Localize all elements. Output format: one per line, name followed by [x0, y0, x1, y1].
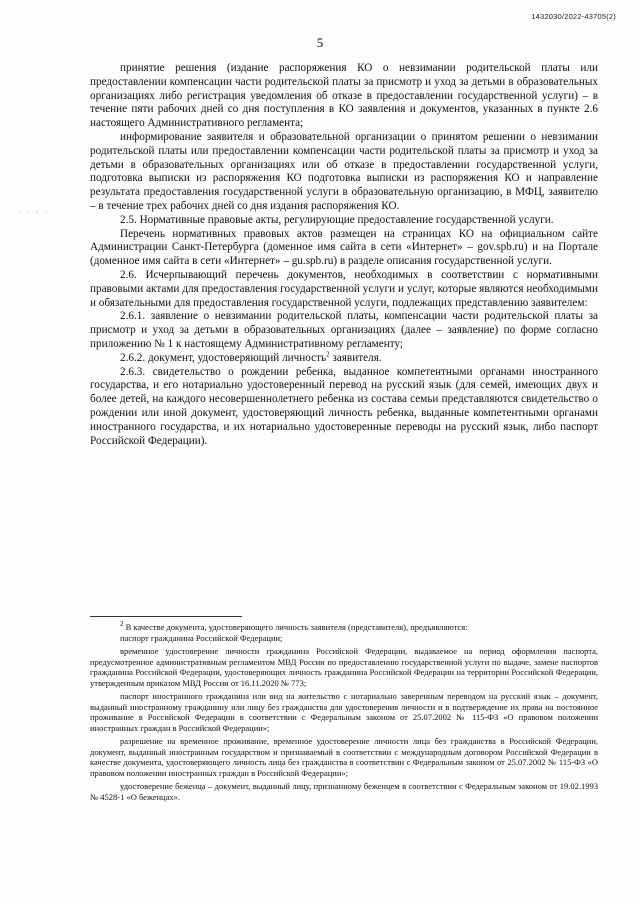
footnote-text: В качестве документа, удостоверяющего личность заявителя (представителя), предъявляются: [123, 622, 468, 632]
footnote-ref[interactable]: 2 [326, 350, 330, 358]
footnote-item: паспорт гражданина Российской Федерации; [120, 632, 283, 643]
margin-dots: · · · · [18, 208, 50, 217]
page-number: 5 [316, 35, 324, 50]
section-heading: 2.5. Нормативные правовые акты, регулирующие предоставление государственной услуги. [120, 213, 554, 226]
paragraph: информирование заявителя и образовательной организации о принятом решении о невзимании родительской платы или предоставлении компенсации части родительской платы за присмотр и уход за детьми в образовательных организациях или об отказе в предоставлении государственной услуги, подготовка выписки из распоряжения КО подготовка выписки из распоряжения КО и направление результата предоставления государственной услуги в образовательную организацию, в МФЦ, заявителю – в течение трех рабочих дней со дня издания распоряжения КО. [90, 130, 598, 212]
footnote-item: паспорт иностранного гражданина или вид на жительство с нотариально заверенным переводом на русский язык – документ, выданный иностранному гражданину или лицу без гражданства для удостоверения личности и в подтверждение их права на постоянное проживание в Российской Федерации в соответствии с Федеральным законом от 25.07.2002 № 115-ФЗ «О правовом положении иностранных граждан в Российской Федерации»; [90, 691, 598, 733]
footnote [90, 622, 598, 633]
paragraph: 2.6.1. заявление о невзимании родительской платы, компенсации части родительской платы за присмотр и уход за детьми в образовательных организациях (далее – заявление) по форме согласно приложению № 1 к настоящему Административному регламенту; [90, 310, 598, 350]
paragraph: 2.6. Исчерпывающий перечень документов, необходимых в соответствии с нормативными правовыми актами для предоставления государственной услуги и услуг, которые являются необходимыми и обязательными для предоставления государственной услуги, подлежащих представлению заявителем: [90, 268, 598, 309]
footnote-divider [90, 616, 242, 617]
document-id: 1432030/2022-43705(2) [531, 12, 616, 21]
footnote-marker: 2 [120, 620, 124, 629]
paragraph: Перечень нормативных правовых актов размещен на страницах КО на официальном сайте Администрации Санкт-Петербурга (доменное имя сайта в сети «Интернет» – gov.spb.ru) и на Портале (доменное имя сайта в сети «Интернет» – gu.spb.ru) в разделе описания государственной услуги. [90, 227, 598, 268]
main-text [90, 62, 598, 448]
paragraph: 2.6.3. свидетельство о рождении ребенка, выданное компетентными органами иностранного государства, и его нотариально удостоверенный перевод на русский язык (для семей, имеющих двух и более детей, на каждого несовершеннолетнего ребенка из состава семьи представляются свидетельство о рождении или иной документ, удостоверяющий личность ребенка, выданные компетентными органами иностранного государства, и их нотариально удостоверенные переводы на русский язык, либо паспорт Российской Федерации). [90, 365, 598, 447]
footnote-item: разрешение на временное проживание, временное удостоверение личности лица без гражданства в Российской Федерации, документ, выданный иностранным государством и признаваемый в соответствии с международным договором Российской Федерации в качестве документа, удостоверяющего личность лица без гражданства в соответствии с Федеральным законом от 25.07.2002 № 115-ФЗ «О правовом положении иностранных граждан в Российской Федерации»; [90, 736, 598, 778]
paragraph: принятие решения (издание распоряжения КО о невзимании родительской платы или предоставлении компенсации части родительской платы за присмотр и уход за детьми в образовательных организациях либо регистрация уведомления об отказе в предоставлении государственной услуги) – в течение пяти рабочих дней со дня поступления в КО заявления и документов, указанных в пункте 2.6 настоящего Административного регламента; [90, 62, 598, 130]
footnote-item: удостоверение беженца – документ, выданный лицу, признанному беженцем в соответствии с Федеральным законом от 19.02.1993 № 4528-1 «О беженцах». [90, 781, 598, 802]
footnotes [90, 622, 598, 802]
paragraph-text: 2.6.2. документ, удостоверяющий личность [120, 351, 327, 364]
paragraph [90, 352, 598, 366]
footnote-item: временное удостоверение личности гражданина Российской Федерации, выдаваемое на период оформления паспорта, предусмотренное административным регламентом МВД России по предоставлению государственной услуги по выдаче, замене паспортов гражданина Российской Федерации, удостоверяющих личность гражданина Российской Федерации на территории Российской Федерации, утвержденным приказом МВД России от 16.11.2020 № 773; [90, 646, 598, 688]
paragraph-tail: заявителя. [329, 351, 382, 364]
